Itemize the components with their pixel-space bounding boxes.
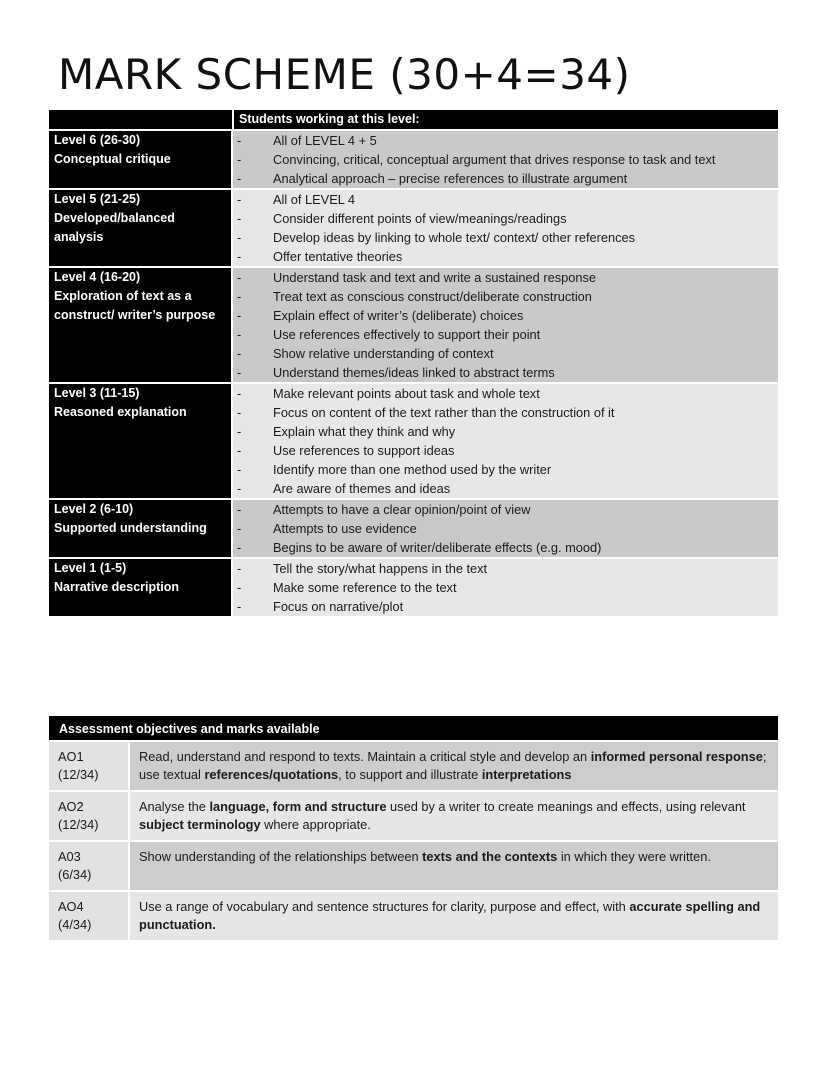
level-criteria	[233, 268, 778, 382]
ao-code-cell	[49, 842, 128, 890]
level-row	[49, 500, 778, 557]
ao-keyword: interpretations	[481, 767, 572, 782]
criteria-item	[233, 325, 778, 344]
level-row	[49, 190, 778, 266]
ao-marks: (6/34)	[58, 867, 92, 882]
ao-text: , to support and illustrate	[338, 767, 482, 782]
ao-row	[49, 842, 778, 890]
criteria-item	[233, 247, 778, 266]
bullet-dash: -	[237, 481, 242, 496]
ao-marks: (12/34)	[58, 817, 99, 832]
criteria-text: Explain effect of writer’s (deliberate) choices	[273, 308, 524, 323]
ao-code: AO1	[58, 749, 84, 764]
ao-code: A03	[58, 849, 81, 864]
level-label-line: analysis	[54, 230, 104, 244]
bullet-dash: -	[237, 171, 242, 186]
criteria-item	[233, 384, 778, 403]
criteria-text: Show relative understanding of context	[273, 346, 494, 361]
level-label	[49, 268, 231, 382]
criteria-item	[233, 403, 778, 422]
criteria-text: Analytical approach – precise references to illustrate argument	[273, 171, 628, 186]
bullet-dash: -	[237, 192, 242, 207]
levels-table-body	[49, 131, 778, 616]
bullet-dash: -	[237, 424, 242, 439]
criteria-item	[233, 500, 778, 519]
levels-table-header	[49, 110, 778, 129]
level-criteria	[233, 131, 778, 188]
level-criteria	[233, 500, 778, 557]
criteria-item	[233, 441, 778, 460]
ao-keyword: references/quotations	[204, 767, 339, 782]
bullet-dash: -	[237, 561, 242, 576]
ao-description	[130, 842, 778, 890]
criteria-text: Understand task and text and write a sustained response	[273, 270, 596, 285]
assessment-objectives-table	[49, 716, 778, 940]
bullet-dash: -	[237, 249, 242, 264]
level-label-line: Reasoned explanation	[54, 405, 187, 419]
ao-description	[130, 892, 778, 940]
criteria-text: Treat text as conscious construct/deliberate construction	[273, 289, 592, 304]
criteria-text: Make some reference to the text	[273, 580, 457, 595]
criteria-item	[233, 131, 778, 150]
ao-keyword: informed personal response	[590, 749, 763, 764]
level-label	[49, 190, 231, 266]
criteria-text: Tell the story/what happens in the text	[273, 561, 488, 576]
bullet-dash: -	[237, 405, 242, 420]
level-row	[49, 268, 778, 382]
criteria-text: Offer tentative theories	[273, 249, 403, 264]
criteria-item	[233, 363, 778, 382]
level-label-line: construct/ writer’s purpose	[54, 308, 216, 322]
bullet-dash: -	[237, 599, 242, 614]
ao-marks: (4/34)	[58, 917, 92, 932]
level-label-line: Supported understanding	[54, 521, 207, 535]
criteria-text: Consider different points of view/meanings/readings	[273, 211, 567, 226]
ao-code-cell	[49, 892, 128, 940]
level-label	[49, 384, 231, 498]
ao-code-cell	[49, 742, 128, 790]
bullet-dash: -	[237, 270, 242, 285]
ao-description	[130, 742, 778, 790]
level-label	[49, 131, 231, 188]
ao-row	[49, 742, 778, 790]
ao-keyword: accurate spelling and punctuation.	[139, 899, 761, 932]
ao-text: ; use textual	[139, 749, 767, 782]
criteria-text: Explain what they think and why	[273, 424, 456, 439]
ao-row	[49, 792, 778, 840]
criteria-text: Attempts to have a clear opinion/point of view	[273, 502, 531, 517]
ao-text: where appropriate.	[260, 817, 371, 832]
criteria-item	[233, 150, 778, 169]
criteria-text: Develop ideas by linking to whole text/ context/ other references	[273, 230, 636, 245]
criteria-item	[233, 559, 778, 578]
bullet-dash: -	[237, 502, 242, 517]
ao-row	[49, 892, 778, 940]
level-label-line: Narrative description	[54, 580, 180, 594]
criteria-text: Attempts to use evidence	[273, 521, 417, 536]
criteria-text: Begins to be aware of writer/deliberate effects (e.g. mood)	[273, 540, 602, 555]
bullet-dash: -	[237, 152, 242, 167]
bullet-dash: -	[237, 462, 242, 477]
criteria-item	[233, 287, 778, 306]
criteria-item	[233, 190, 778, 209]
bullet-dash: -	[237, 346, 242, 361]
ao-keyword: subject terminology	[139, 817, 261, 832]
ao-text: Use a range of vocabulary and sentence structures for clarity, purpose and effect, with	[139, 899, 630, 914]
level-criteria	[233, 190, 778, 266]
bullet-dash: -	[237, 386, 242, 401]
bullet-dash: -	[237, 365, 242, 380]
criteria-item	[233, 268, 778, 287]
level-label-line: Level 6 (26-30)	[54, 133, 141, 147]
level-label-line: Level 4 (16-20)	[54, 270, 141, 284]
level-row	[49, 131, 778, 188]
criteria-item	[233, 422, 778, 441]
ao-marks: (12/34)	[58, 767, 99, 782]
ao-keyword: texts and the contexts	[422, 849, 558, 864]
level-label	[49, 559, 231, 616]
criteria-item	[233, 538, 778, 557]
bullet-dash: -	[237, 211, 242, 226]
ao-text: Read, understand and respond to texts. Maintain a critical style and develop an	[139, 749, 591, 764]
level-criteria	[233, 559, 778, 616]
criteria-item	[233, 460, 778, 479]
criteria-item	[233, 306, 778, 325]
criteria-text: Understand themes/ideas linked to abstract terms	[273, 365, 555, 380]
levels-table	[49, 110, 778, 616]
bullet-dash: -	[237, 580, 242, 595]
criteria-item	[233, 169, 778, 188]
ao-text: Analyse the	[139, 799, 210, 814]
ao-code: AO4	[58, 899, 84, 914]
criteria-text: Make relevant points about task and whole text	[273, 386, 540, 401]
criteria-item	[233, 597, 778, 616]
criteria-text: All of LEVEL 4 + 5	[273, 133, 377, 148]
criteria-text: All of LEVEL 4	[273, 192, 356, 207]
bullet-dash: -	[237, 133, 242, 148]
criteria-text: Identify more than one method used by the writer	[273, 462, 552, 477]
level-label-line: Conceptual critique	[54, 152, 171, 166]
ao-description	[130, 792, 778, 840]
criteria-item	[233, 228, 778, 247]
ao-keyword: language, form and structure	[209, 799, 387, 814]
level-label-line: Level 1 (1-5)	[54, 561, 127, 575]
level-label-line: Level 5 (21-25)	[54, 192, 141, 206]
levels-header-label: Students working at this level:	[234, 110, 778, 129]
bullet-dash: -	[237, 540, 242, 555]
criteria-item	[233, 519, 778, 538]
bullet-dash: -	[237, 327, 242, 342]
criteria-text: Convincing, critical, conceptual argument that drives response to task and text	[273, 152, 716, 167]
level-label-line: Developed/balanced	[54, 211, 175, 225]
ao-text: in which they were written.	[557, 849, 711, 864]
level-label-line: Level 2 (6-10)	[54, 502, 134, 516]
ao-code: AO2	[58, 799, 84, 814]
bullet-dash: -	[237, 521, 242, 536]
level-label-line: Level 3 (11-15)	[54, 386, 140, 400]
bullet-dash: -	[237, 230, 242, 245]
level-row	[49, 384, 778, 498]
bullet-dash: -	[237, 443, 242, 458]
criteria-text: Focus on content of the text rather than the construction of it	[273, 405, 615, 420]
criteria-item	[233, 209, 778, 228]
level-row	[49, 559, 778, 616]
ao-table-body	[49, 742, 778, 940]
criteria-item	[233, 479, 778, 498]
ao-code-cell	[49, 792, 128, 840]
ao-text: used by a writer to create meanings and effects, using relevant	[386, 799, 746, 814]
bullet-dash: -	[237, 289, 242, 304]
ao-table-header: Assessment objectives and marks available	[49, 716, 778, 740]
page-title: MARK SCHEME (30+4=34)	[58, 50, 631, 99]
criteria-text: Focus on narrative/plot	[273, 599, 404, 614]
level-label-line: Exploration of text as a	[54, 289, 192, 303]
criteria-text: Use references to support ideas	[273, 443, 455, 458]
criteria-item	[233, 344, 778, 363]
ao-text: Show understanding of the relationships between	[139, 849, 423, 864]
criteria-text: Are aware of themes and ideas	[273, 481, 451, 496]
criteria-item	[233, 578, 778, 597]
level-criteria	[233, 384, 778, 498]
criteria-text: Use references effectively to support their point	[273, 327, 541, 342]
header-blank-cell	[49, 110, 232, 129]
level-label	[49, 500, 231, 557]
bullet-dash: -	[237, 308, 242, 323]
